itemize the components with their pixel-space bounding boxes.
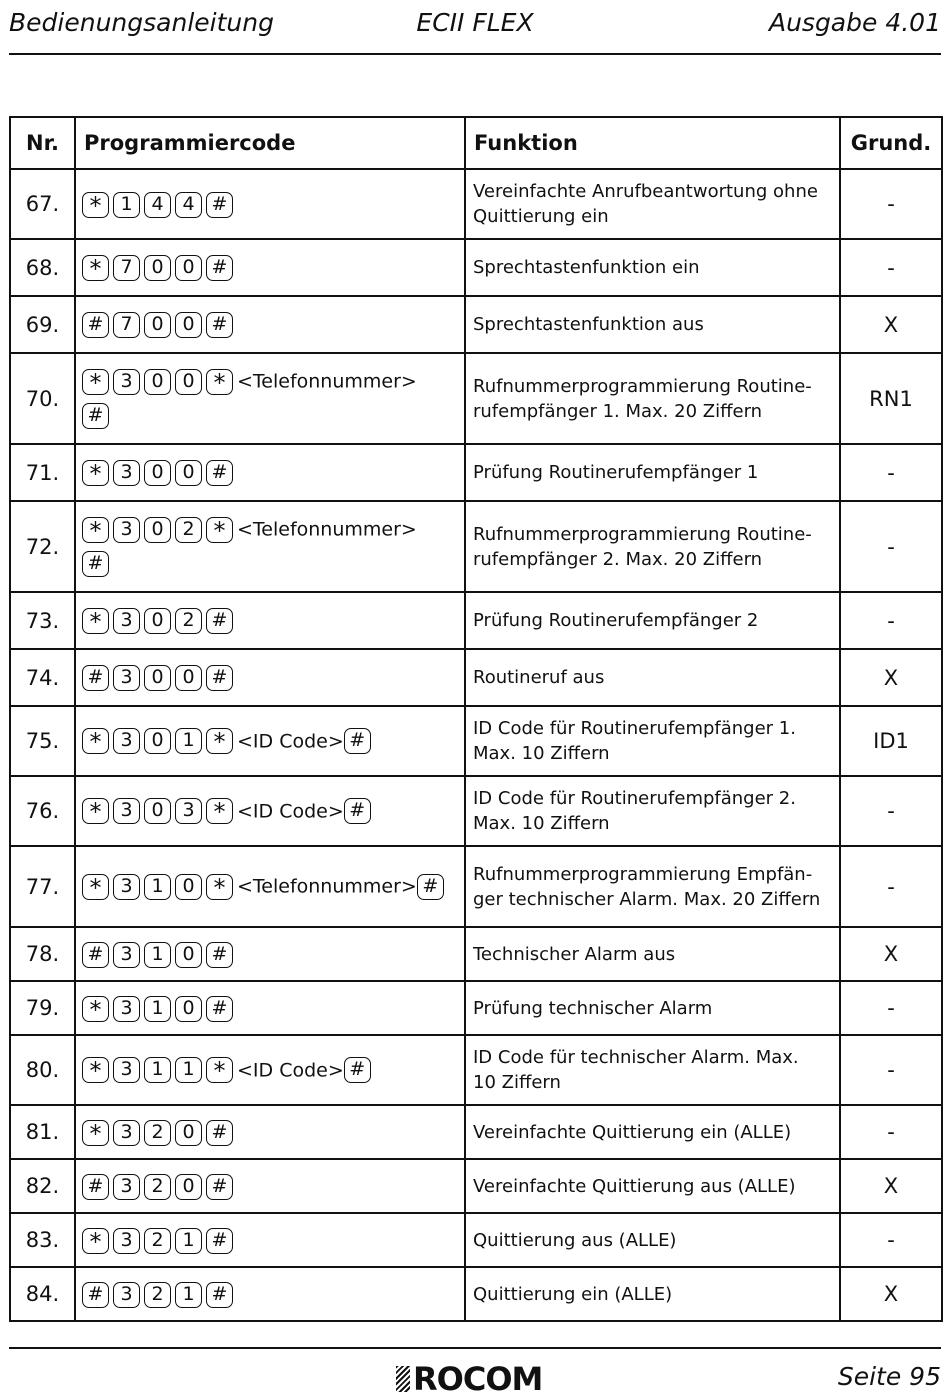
- table-row: [10, 776, 942, 846]
- row-number: 80.: [10, 1035, 75, 1105]
- rocom-logo: [396, 1362, 542, 1396]
- function-description: [465, 981, 840, 1035]
- function-description: [465, 353, 840, 444]
- digit-key: 1: [175, 728, 202, 754]
- digit-key: 0: [175, 369, 202, 395]
- digit-key: 4: [175, 192, 202, 218]
- digit-key: 3: [113, 728, 140, 754]
- digit-key: 0: [144, 665, 171, 691]
- code-line: [82, 1115, 458, 1149]
- code-line: [82, 512, 458, 547]
- default-value: -: [840, 501, 942, 592]
- code-placeholder: <ID Code>: [237, 800, 344, 823]
- digit-key: 3: [113, 665, 140, 691]
- table-row: [10, 296, 942, 353]
- hash-key-icon: #: [417, 874, 444, 900]
- programming-code: [75, 444, 465, 501]
- row-number: 69.: [10, 296, 75, 353]
- hash-key-icon: #: [206, 665, 233, 691]
- digit-key: 0: [144, 255, 171, 281]
- hash-key-icon: #: [82, 1174, 109, 1200]
- header-rule: [9, 53, 941, 55]
- digit-key: 7: [113, 255, 140, 281]
- function-line: Max. 10 Ziffern: [473, 743, 610, 764]
- function-description: [465, 1213, 840, 1267]
- digit-key: 3: [113, 1120, 140, 1146]
- digit-key: 3: [113, 1282, 140, 1308]
- code-line: [82, 991, 458, 1025]
- row-number: 71.: [10, 444, 75, 501]
- hash-key-icon: #: [206, 255, 233, 281]
- default-value: X: [840, 296, 942, 353]
- table-row: [10, 649, 942, 706]
- programming-code: [75, 353, 465, 444]
- hash-key-icon: #: [82, 942, 109, 968]
- function-description: [465, 1035, 840, 1105]
- hash-key-icon: #: [344, 728, 371, 754]
- function-line: Quittierung aus (ALLE): [473, 1229, 677, 1251]
- star-key-icon: *: [82, 1057, 109, 1083]
- column-header-code: Programmiercode: [75, 117, 465, 169]
- star-key-icon: *: [82, 517, 109, 543]
- star-key-icon: *: [206, 517, 233, 543]
- function-description: [465, 501, 840, 592]
- table-row: [10, 981, 942, 1035]
- programming-code: [75, 846, 465, 927]
- row-number: 77.: [10, 846, 75, 927]
- star-key-icon: *: [82, 874, 109, 900]
- row-number: 84.: [10, 1267, 75, 1321]
- default-value: -: [840, 444, 942, 501]
- default-value: -: [840, 1105, 942, 1159]
- default-value: -: [840, 169, 942, 239]
- function-line: rufempfänger 1. Max. 20 Ziffern: [473, 400, 763, 422]
- code-line: [82, 1223, 458, 1257]
- programming-code: [75, 776, 465, 846]
- function-description: [465, 239, 840, 296]
- programming-code: [75, 592, 465, 649]
- header-title: Bedienungsanleitung: [9, 8, 274, 37]
- digit-key: 1: [175, 1057, 202, 1083]
- function-line: ID Code für Routinerufempfänger 2.: [473, 788, 796, 809]
- function-line: Rufnummerprogrammierung Empfän-: [473, 863, 813, 885]
- page-number: Seite 95: [837, 1362, 941, 1391]
- row-number: 76.: [10, 776, 75, 846]
- row-number: 68.: [10, 239, 75, 296]
- default-value: -: [840, 239, 942, 296]
- digit-key: 3: [113, 1057, 140, 1083]
- logo-mark-icon: [396, 1366, 410, 1392]
- programming-code: [75, 1105, 465, 1159]
- code-line: [82, 1169, 458, 1203]
- function-line: Sprechtastenfunktion aus: [473, 314, 704, 335]
- function-description: [465, 649, 840, 706]
- hash-key-icon: #: [82, 1282, 109, 1308]
- code-placeholder: <ID Code>: [237, 730, 344, 753]
- star-key-icon: *: [82, 255, 109, 281]
- default-value: -: [840, 592, 942, 649]
- code-line: [82, 937, 458, 971]
- star-key-icon: *: [206, 1057, 233, 1083]
- star-key-icon: *: [82, 996, 109, 1022]
- digit-key: 1: [175, 1228, 202, 1254]
- code-line: [82, 364, 458, 399]
- table-row: [10, 1213, 942, 1267]
- hash-key-icon: #: [206, 1174, 233, 1200]
- footer-rule: [9, 1347, 941, 1349]
- hash-key-icon: #: [82, 551, 109, 577]
- function-description: [465, 1267, 840, 1321]
- logo-wordmark: ROCOM: [413, 1360, 543, 1398]
- table-row: [10, 1105, 942, 1159]
- default-value: X: [840, 649, 942, 706]
- default-value: X: [840, 927, 942, 981]
- programming-code: [75, 296, 465, 353]
- function-line: Vereinfachte Quittierung aus (ALLE): [473, 1175, 796, 1197]
- code-line: [82, 604, 458, 638]
- function-line: Sprechtastenfunktion ein: [473, 257, 700, 278]
- digit-key: 2: [144, 1174, 171, 1200]
- star-key-icon: *: [82, 460, 109, 486]
- function-line: Vereinfachte Anrufbeantwortung ohne: [473, 181, 818, 202]
- hash-key-icon: #: [206, 192, 233, 218]
- column-header-default: Grund.: [840, 117, 942, 169]
- star-key-icon: *: [82, 608, 109, 634]
- function-description: [465, 444, 840, 501]
- table-row: [10, 501, 942, 592]
- function-description: [465, 1105, 840, 1159]
- function-description: [465, 846, 840, 927]
- digit-key: 3: [113, 874, 140, 900]
- row-number: 73.: [10, 592, 75, 649]
- function-line: Routineruf aus: [473, 667, 605, 688]
- row-number: 83.: [10, 1213, 75, 1267]
- digit-key: 2: [175, 608, 202, 634]
- digit-key: 0: [144, 517, 171, 543]
- function-line: Prüfung Routinerufempfänger 2: [473, 610, 759, 631]
- digit-key: 3: [113, 942, 140, 968]
- digit-key: 1: [175, 1282, 202, 1308]
- table-body: [10, 169, 942, 1321]
- programming-code: [75, 1035, 465, 1105]
- code-line: [82, 724, 458, 759]
- hash-key-icon: #: [206, 1120, 233, 1146]
- table-row: [10, 1035, 942, 1105]
- digit-key: 3: [113, 1174, 140, 1200]
- function-line: Vereinfachte Quittierung ein (ALLE): [473, 1121, 792, 1143]
- digit-key: 2: [144, 1228, 171, 1254]
- digit-key: 3: [113, 798, 140, 824]
- hash-key-icon: #: [206, 608, 233, 634]
- code-line: [82, 308, 458, 342]
- code-placeholder: <Telefonnummer>: [237, 370, 417, 393]
- default-value: X: [840, 1159, 942, 1213]
- function-line: Rufnummerprogrammierung Routine-: [473, 523, 812, 545]
- row-number: 67.: [10, 169, 75, 239]
- programming-code: [75, 1159, 465, 1213]
- digit-key: 0: [144, 460, 171, 486]
- code-line: [82, 187, 458, 221]
- programming-code: [75, 1213, 465, 1267]
- code-line: [82, 547, 458, 581]
- function-line: 10 Ziffern: [473, 1072, 561, 1093]
- default-value: -: [840, 1213, 942, 1267]
- function-line: ID Code für Routinerufempfänger 1.: [473, 718, 796, 739]
- code-placeholder: <Telefonnummer>: [237, 518, 417, 541]
- table-row: [10, 927, 942, 981]
- hash-key-icon: #: [82, 665, 109, 691]
- digit-key: 0: [144, 728, 171, 754]
- digit-key: 3: [175, 798, 202, 824]
- function-description: [465, 706, 840, 776]
- table-row: [10, 239, 942, 296]
- code-placeholder: <Telefonnummer>: [237, 875, 417, 898]
- hash-key-icon: #: [206, 1228, 233, 1254]
- hash-key-icon: #: [206, 312, 233, 338]
- code-line: [82, 456, 458, 490]
- function-line: Max. 10 Ziffern: [473, 813, 610, 834]
- digit-key: 4: [144, 192, 171, 218]
- digit-key: 0: [175, 1174, 202, 1200]
- star-key-icon: *: [206, 798, 233, 824]
- row-number: 75.: [10, 706, 75, 776]
- digit-key: 0: [144, 312, 171, 338]
- hash-key-icon: #: [206, 996, 233, 1022]
- function-line: Technischer Alarm aus: [473, 943, 676, 965]
- table-row: [10, 592, 942, 649]
- digit-key: 1: [113, 192, 140, 218]
- star-key-icon: *: [82, 1120, 109, 1146]
- function-description: [465, 592, 840, 649]
- programming-code: [75, 649, 465, 706]
- star-key-icon: *: [206, 728, 233, 754]
- digit-key: 3: [113, 608, 140, 634]
- digit-key: 1: [144, 942, 171, 968]
- table-row: [10, 1159, 942, 1213]
- digit-key: 0: [175, 460, 202, 486]
- function-line: ID Code für technischer Alarm. Max.: [473, 1047, 799, 1068]
- code-line: [82, 794, 458, 829]
- digit-key: 3: [113, 517, 140, 543]
- star-key-icon: *: [206, 874, 233, 900]
- function-description: [465, 927, 840, 981]
- function-description: [465, 296, 840, 353]
- programming-code-table: [9, 116, 943, 1322]
- table-row: [10, 169, 942, 239]
- default-value: -: [840, 981, 942, 1035]
- function-line: Prüfung Routinerufempfänger 1: [473, 462, 759, 483]
- header-product: ECII FLEX: [416, 8, 534, 37]
- hash-key-icon: #: [344, 798, 371, 824]
- default-value: X: [840, 1267, 942, 1321]
- digit-key: 2: [175, 517, 202, 543]
- digit-key: 0: [175, 996, 202, 1022]
- function-line: rufempfänger 2. Max. 20 Ziffern: [473, 548, 763, 570]
- code-placeholder: <ID Code>: [237, 1059, 344, 1082]
- star-key-icon: *: [206, 369, 233, 395]
- column-header-function: Funktion: [465, 117, 840, 169]
- star-key-icon: *: [82, 728, 109, 754]
- default-value: RN1: [840, 353, 942, 444]
- function-description: [465, 1159, 840, 1213]
- digit-key: 0: [175, 312, 202, 338]
- digit-key: 3: [113, 369, 140, 395]
- row-number: 78.: [10, 927, 75, 981]
- star-key-icon: *: [82, 192, 109, 218]
- code-line: [82, 1053, 458, 1088]
- row-number: 72.: [10, 501, 75, 592]
- table-row: [10, 706, 942, 776]
- digit-key: 0: [144, 369, 171, 395]
- row-number: 70.: [10, 353, 75, 444]
- digit-key: 2: [144, 1120, 171, 1146]
- programming-code: [75, 169, 465, 239]
- star-key-icon: *: [82, 1228, 109, 1254]
- digit-key: 0: [144, 798, 171, 824]
- digit-key: 1: [144, 996, 171, 1022]
- digit-key: 1: [144, 874, 171, 900]
- hash-key-icon: #: [206, 942, 233, 968]
- hash-key-icon: #: [82, 403, 109, 429]
- hash-key-icon: #: [206, 460, 233, 486]
- star-key-icon: *: [82, 369, 109, 395]
- digit-key: 0: [175, 1120, 202, 1146]
- header-edition: Ausgabe 4.01: [768, 8, 941, 37]
- digit-key: 0: [175, 665, 202, 691]
- programming-code: [75, 239, 465, 296]
- row-number: 82.: [10, 1159, 75, 1213]
- hash-key-icon: #: [206, 1282, 233, 1308]
- function-line: Prüfung technischer Alarm: [473, 997, 713, 1019]
- digit-key: 3: [113, 996, 140, 1022]
- programming-code: [75, 706, 465, 776]
- digit-key: 3: [113, 1228, 140, 1254]
- table-row: [10, 353, 942, 444]
- default-value: ID1: [840, 706, 942, 776]
- table-row: [10, 444, 942, 501]
- row-number: 81.: [10, 1105, 75, 1159]
- digit-key: 2: [144, 1282, 171, 1308]
- default-value: -: [840, 846, 942, 927]
- digit-key: 3: [113, 460, 140, 486]
- function-line: Rufnummerprogrammierung Routine-: [473, 375, 812, 397]
- row-number: 74.: [10, 649, 75, 706]
- digit-key: 7: [113, 312, 140, 338]
- function-line: ger technischer Alarm. Max. 20 Ziffern: [473, 888, 821, 910]
- table-row: [10, 1267, 942, 1321]
- digit-key: 0: [144, 608, 171, 634]
- table-header-row: [10, 117, 942, 169]
- row-number: 79.: [10, 981, 75, 1035]
- digit-key: 1: [144, 1057, 171, 1083]
- code-line: [82, 869, 458, 904]
- code-line: [82, 251, 458, 285]
- function-description: [465, 776, 840, 846]
- function-description: [465, 169, 840, 239]
- default-value: -: [840, 1035, 942, 1105]
- page-header: [9, 8, 941, 42]
- code-line: [82, 661, 458, 695]
- programming-code: [75, 501, 465, 592]
- programming-code: [75, 1267, 465, 1321]
- digit-key: 0: [175, 874, 202, 900]
- function-line: Quittierung ein: [473, 206, 609, 227]
- digit-key: 0: [175, 942, 202, 968]
- default-value: -: [840, 776, 942, 846]
- programming-code: [75, 981, 465, 1035]
- star-key-icon: *: [82, 798, 109, 824]
- programming-code: [75, 927, 465, 981]
- hash-key-icon: #: [344, 1057, 371, 1083]
- digit-key: 0: [175, 255, 202, 281]
- code-line: [82, 1277, 458, 1311]
- table-row: [10, 846, 942, 927]
- function-line: Quittierung ein (ALLE): [473, 1283, 673, 1305]
- column-header-nr: Nr.: [10, 117, 75, 169]
- code-line: [82, 399, 458, 433]
- hash-key-icon: #: [82, 312, 109, 338]
